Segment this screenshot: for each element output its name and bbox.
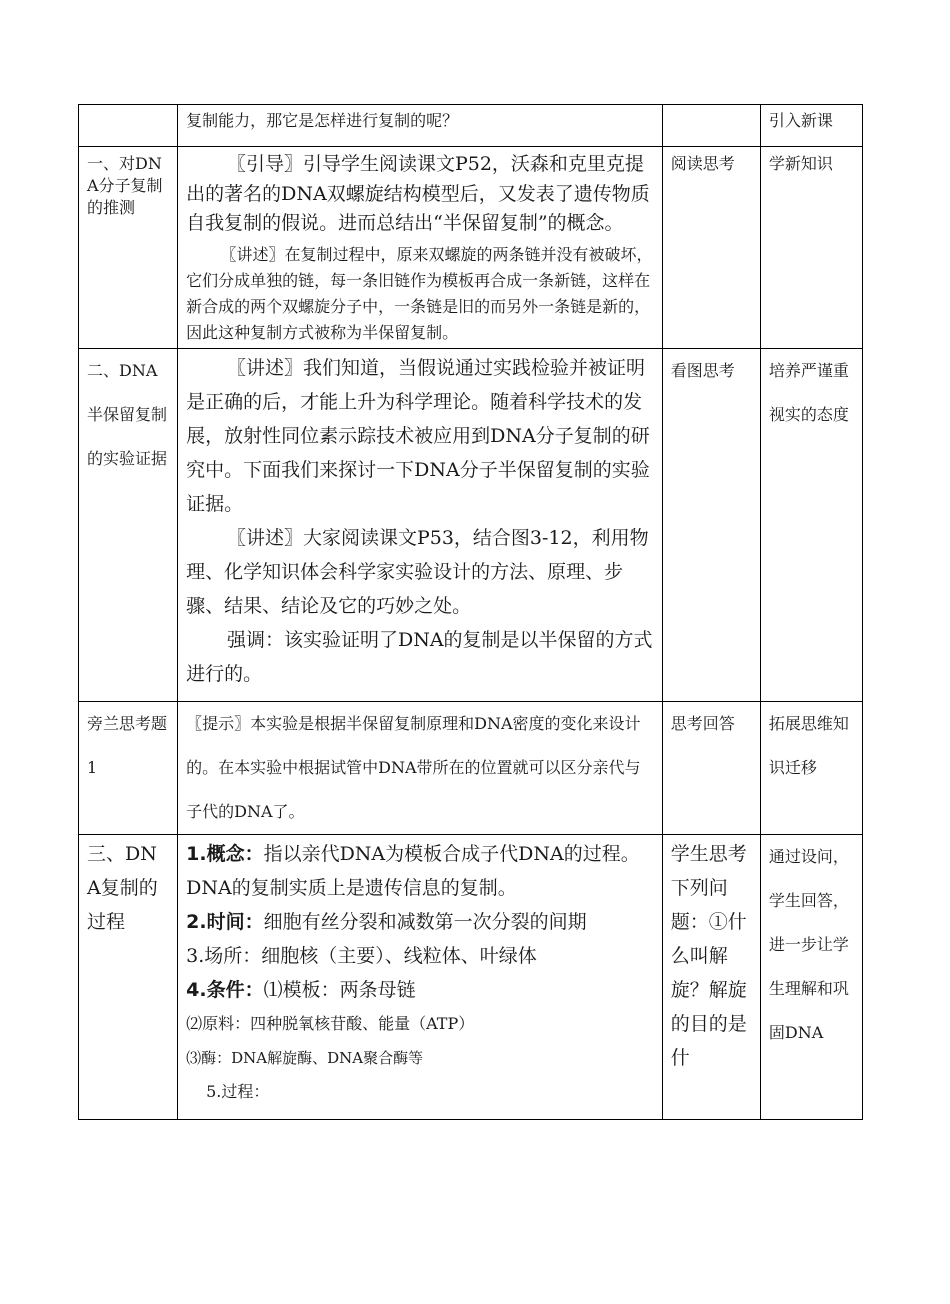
content-cell: 复制能力，那它是怎样进行复制的呢？: [178, 105, 663, 147]
list-item: ⑶酶：DNA解旋酶、DNA聚合酶等: [186, 1048, 424, 1067]
purpose-cell: 拓展思维知识迁移: [760, 701, 862, 834]
lesson-plan-table: [78, 104, 863, 1120]
purpose-cell: 学新知识: [760, 147, 862, 349]
table-row: [79, 834, 863, 1119]
list-item: 1.概念：指以亲代DNA为模板合成子代DNA的过程。DNA的复制实质上是遗传信息的复制。: [186, 842, 640, 899]
step-cell: [79, 105, 178, 147]
step-cell: 二、DNA半保留复制的实验证据: [79, 348, 178, 701]
list-item: 3.场所：细胞核（主要）、线粒体、叶绿体: [186, 944, 537, 967]
student-activity-cell: [662, 105, 760, 147]
list-item: 2.时间：细胞有丝分裂和减数第一次分裂的间期: [186, 910, 587, 933]
student-activity-cell: 阅读思考: [662, 147, 760, 349]
student-activity-cell: 学生思考下列问题：①什么叫解旋？解旋的目的是什: [662, 834, 760, 1119]
purpose-cell: 引入新课: [760, 105, 862, 147]
purpose-cell: 通过设问，学生回答，进一步让学生理解和巩固DNA: [760, 834, 862, 1119]
purpose-cell: 培养严谨重视实的态度: [760, 348, 862, 701]
content-cell: [178, 348, 663, 701]
student-activity-cell: 看图思考: [662, 348, 760, 701]
content-cell: [178, 701, 663, 834]
paragraph: 〖讲述〗我们知道，当假说通过实践检验并被证明是正确的后，才能上升为科学理论。随着科学技术的发展，放射性同位素示踪技术被应用到DNA分子复制的研究中。下面我们来探讨一下DNA分子半保留复制的实验证据。: [186, 356, 650, 515]
list-item: 4.条件：⑴模板：两条母链: [186, 978, 416, 1001]
step-cell: 三、DNA复制的过程: [79, 834, 178, 1119]
student-activity-cell: 思考回答: [662, 701, 760, 834]
table-row: [79, 105, 863, 147]
step-cell: 一、对DNA分子复制的推测: [79, 147, 178, 349]
table-row: [79, 348, 863, 701]
paragraph: 〖引导〗引导学生阅读课文P52，沃森和克里克提出的著名的DNA双螺旋结构模型后，又发表了遗传物质自我复制的假说。进而总结出“半保留复制”的概念。: [186, 153, 650, 234]
content-cell: [178, 147, 663, 349]
step-cell: 旁兰思考题1: [79, 701, 178, 834]
list-item: ⑵原料：四种脱氧核苷酸、能量（ATP）: [186, 1013, 475, 1033]
list-item: 5.过程：: [206, 1081, 270, 1101]
paragraph: 〖提示〗本实验是根据半保留复制原理和DNA密度的变化来设计的。在本实验中根据试管中DNA带所在的位置就可以区分亲代与子代的DNA了。: [186, 713, 641, 821]
paragraph: 强调：该实验证明了DNA的复制是以半保留的方式进行的。: [186, 628, 653, 685]
content-cell: [178, 834, 663, 1119]
table-row: [79, 147, 863, 349]
table-row: [79, 701, 863, 834]
paragraph: 〖讲述〗在复制过程中，原来双螺旋的两条链并没有被破坏，它们分成单独的链，每一条旧链作为模板再合成一条新链，这样在新合成的两个双螺旋分子中，一条链是旧的而另外一条链是新的，因此这种复制方式被称为半保留复制。: [186, 244, 653, 342]
paragraph: 〖讲述〗大家阅读课文P53，结合图3-12，利用物理、化学知识体会科学家实验设计的方法、原理、步骤、结果、结论及它的巧妙之处。: [186, 526, 649, 617]
